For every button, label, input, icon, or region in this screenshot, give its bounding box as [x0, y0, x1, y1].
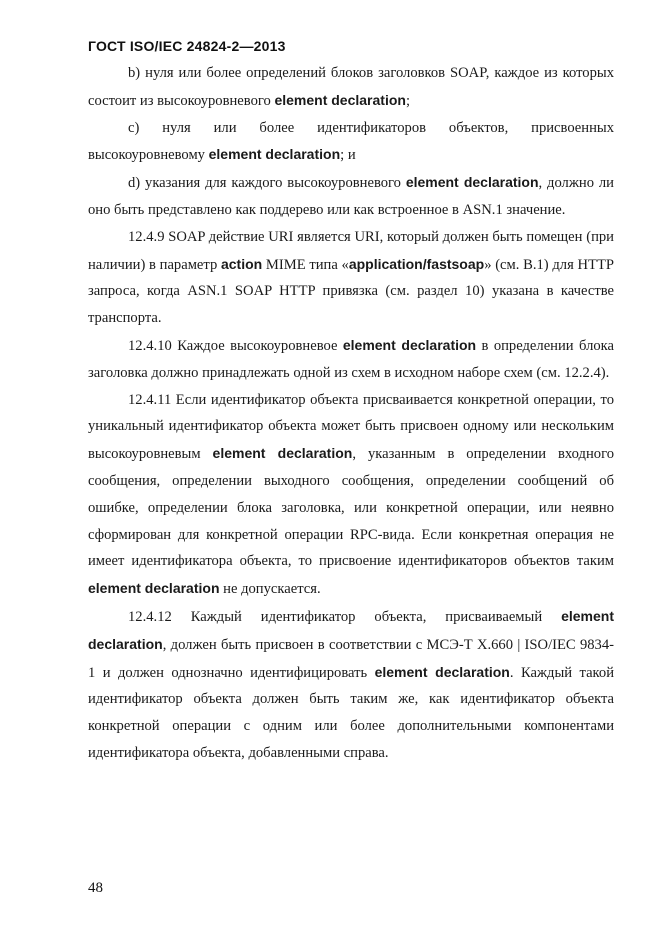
paragraph-12-4-11 [88, 387, 614, 603]
term-application-fastsoap: application/fastsoap [348, 255, 485, 272]
paragraph-text: MIME типа « [262, 256, 349, 273]
document-header: ГОСТ ISO/IEC 24824-2—2013 [88, 38, 286, 54]
paragraph-text: , указанным в определении входного сообщения, определении выходного сообщения, определении сообщений об ошибке, определении блока заголовка, или конкретной операции, или неявно сформирован для конкретной операции RPC-вида. Если конкретная операция не имеет идентификатора объекта, то присвоение идентификаторов объектов таким [88, 446, 615, 570]
paragraph-text: ; [405, 92, 411, 109]
term-element-declaration: element declaration [88, 607, 614, 652]
paragraph-text: не допускается. [219, 581, 321, 598]
term-element-declaration: element declaration [208, 146, 341, 163]
paragraph-12-4-10 [88, 332, 614, 387]
term-element-declaration: element declaration [342, 336, 477, 353]
document-body [88, 60, 614, 767]
paragraph-12-4-12 [88, 603, 614, 767]
paragraph-text: b) нуля или более определений блоков заголовков SOAP, каждое из которых состоит из высокоуровневого [88, 65, 614, 109]
paragraph-text: 12.4.9 SOAP действие URI является URI, который должен быть помещен (при наличии) в параметр [88, 228, 614, 273]
paragraph-item-d [88, 169, 614, 224]
paragraph-item-b [88, 60, 614, 115]
paragraph-text: , должно ли оно быть представлено как поддерево или как встроенное в ASN.1 значение. [88, 175, 614, 218]
paragraph-text: c) нуля или более идентификаторов объектов, присвоенных высокоуровневому [88, 119, 614, 164]
paragraph-text: 12.4.12 Каждый идентификатор объекта, присваиваемый [128, 608, 562, 625]
term-element-declaration: element declaration [212, 445, 353, 462]
term-action: action [220, 255, 263, 272]
paragraph-item-c [88, 115, 614, 170]
paragraph-text: в определении блока заголовка должно принадлежать одной из схем в исходном наборе схем (см. 12.2.4). [88, 337, 614, 381]
term-element-declaration: element declaration [274, 91, 406, 108]
term-element-declaration: element declaration [88, 580, 220, 597]
paragraph-text: d) указания для каждого высокоуровневого [128, 175, 406, 192]
paragraph-text: ; и [340, 147, 356, 164]
term-element-declaration: element declaration [405, 174, 539, 191]
paragraph-12-4-9 [88, 224, 614, 332]
paragraph-text: 12.4.10 Каждое высокоуровневое [128, 337, 343, 354]
paragraph-text: 12.4.11 Если идентификатор объекта присваивается конкретной операции, то уникальный идентификатор объекта может быть присвоен одному или нескольким высокоуровневым [88, 391, 614, 463]
page-number: 48 [88, 880, 103, 896]
paragraph-text: . Каждый такой идентификатор объекта должен быть таким же, как идентификатор объекта конкретной операции с одним или более дополнительными компонентами идентификатора объекта, добавленными справа. [88, 664, 615, 761]
paragraph-text: , должен быть присвоен в соответствии с МСЭ-Т Х.660 | ISO/IEC 9834-1 и должен однозначно идентифицировать [88, 636, 614, 681]
term-element-declaration: element declaration [374, 663, 510, 680]
paragraph-text: » (см. В.1) для HTTP запроса, когда ASN.1 SOAP HTTP привязка (см. раздел 10) указана в качестве транспорта. [88, 256, 614, 327]
